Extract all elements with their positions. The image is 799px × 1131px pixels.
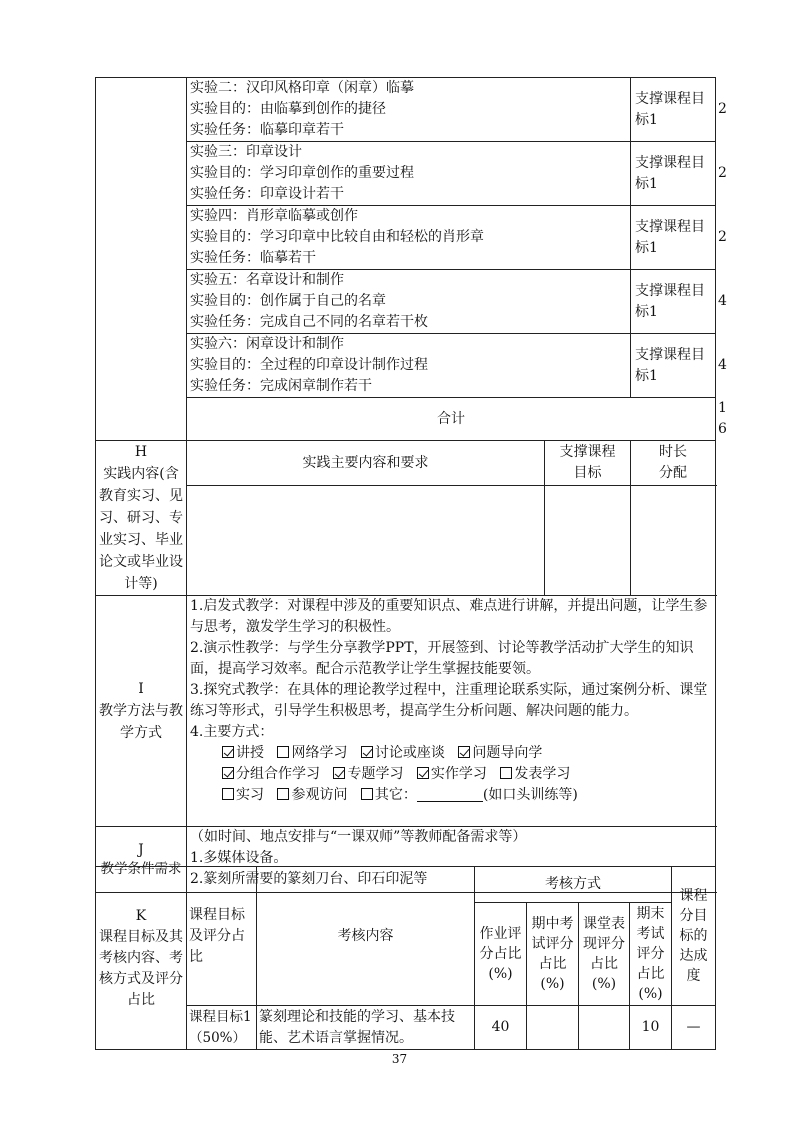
final-ratio-header: 期末考试评分占比(%)	[630, 903, 672, 1006]
experiment-support: 支撑课程目标1	[631, 206, 716, 270]
midterm-value	[527, 1006, 579, 1050]
other-note: (如口头训练等)	[482, 787, 578, 803]
section-j-label: J 教学条件需求	[96, 827, 187, 893]
practice-support-header: 支撑课程 目标	[545, 441, 631, 486]
practice-content-cell	[187, 486, 545, 596]
content-cell: 篆刻理论和技能的学习、基本技能、艺术语言掌握情况。	[257, 1006, 475, 1050]
method-item-2: 2.演示性教学：与学生分享教学PPT，开展签到、讨论等教学活动扩大学生的知识面，提高学习效率。配合示范教学让学生掌握技能要领。	[190, 640, 694, 677]
experiment-purpose: 实验目的：由临摹到创作的捷径	[190, 101, 386, 117]
experiment-purpose: 实验目的：创作属于自己的名章	[190, 293, 386, 309]
experiment-task: 实验任务：临摹若干	[190, 250, 316, 266]
experiment-row: 实验六：闲章设计和制作 实验目的：全过程的印章设计制作过程 实验任务：完成闲章制作若干 支撑课程目标1 4	[96, 334, 716, 398]
total-row: 合计 16	[96, 398, 716, 441]
experiment-task: 实验任务：印章设计若干	[190, 186, 344, 202]
option-label: 发表学习	[514, 766, 571, 782]
homework-ratio-header: 作业评分占比(%)	[475, 903, 527, 1006]
assessment-row	[96, 1006, 716, 1050]
page-number: 37	[391, 1052, 408, 1066]
experiment-purpose: 实验目的：学习印章中比较自由和轻松的肖形章	[190, 229, 484, 245]
experiment-purpose: 实验目的：全过程的印章设计制作过程	[190, 357, 428, 373]
experiment-task: 实验任务：完成自己不同的名章若干枚	[190, 314, 428, 330]
methods-header: 考核方式	[475, 867, 672, 903]
experiment-title: 实验六：闲章设计和制作	[190, 336, 344, 352]
option-label: 实习	[236, 787, 264, 803]
experiment-title: 实验四：肖形章临摹或创作	[190, 208, 358, 224]
checked-checkbox[interactable]	[361, 746, 373, 758]
practice-support-cell	[545, 486, 631, 596]
experiment-title: 实验二：汉印风格印章（闲章）临摹	[190, 80, 414, 96]
goal-cell: 课程目标1（50%）	[187, 1006, 257, 1050]
experiment-row: 实验五：名章设计和制作 实验目的：创作属于自己的名章 实验任务：完成自己不同的名章若干枚 支撑课程目标1 4	[96, 270, 716, 334]
condition-item-1: 1.多媒体设备。	[190, 850, 288, 866]
experiment-purpose: 实验目的：学习印章创作的重要过程	[190, 165, 414, 181]
option-label: 参观访问	[291, 787, 348, 803]
experiment-title: 实验五：名章设计和制作	[190, 272, 344, 288]
method-item-3: 3.探究式教学：在具体的理论教学过程中，注重理论联系实际，通过案例分析、课堂练习等形式，引导学生积极思考，提高学生分析问题、解决问题的能力。	[190, 682, 708, 719]
option-label: 讨论或座谈	[374, 745, 445, 761]
method-item-1: 1.启发式教学：对课程中涉及的重要知识点、难点进行讲解，并提出问题，让学生参与思考，激发学生学习的积极性。	[190, 598, 708, 635]
section-k-label: K 课程目标及其考核内容、考核方式及评分占比	[96, 867, 187, 1050]
condition-item-2: 2.篆刻所需要的篆刻刀台、印石印泥等	[190, 871, 428, 887]
section-h-body	[96, 486, 716, 596]
course-table-top	[95, 77, 727, 893]
class-value	[579, 1006, 630, 1050]
section-i-label: I 教学方法与教学方式	[96, 596, 187, 827]
experiment-support: 支撑课程目标1	[631, 334, 716, 398]
experiment-row: 实验二：汉印风格印章（闲章）临摹 实验目的：由临摹到创作的捷径 实验任务：临摹印章若干 支撑课程目标1 2	[96, 78, 716, 142]
checked-checkbox[interactable]	[222, 746, 234, 758]
assessment-table	[95, 866, 716, 1050]
experiment-support: 支撑课程目标1	[631, 270, 716, 334]
experiment-support: 支撑课程目标1	[631, 142, 716, 206]
experiment-row: 实验三：印章设计 实验目的：学习印章创作的重要过程 实验任务：印章设计若干 支撑课程目标1 2	[96, 142, 716, 206]
option-label: 分组合作学习	[236, 766, 320, 782]
checked-checkbox[interactable]	[458, 746, 470, 758]
final-value: 10	[630, 1006, 672, 1050]
section-h-header	[96, 441, 716, 486]
reach-header: 课程分目标的达成度	[672, 867, 716, 1006]
option-label: 网络学习	[291, 745, 348, 761]
checkbox[interactable]	[361, 788, 373, 800]
section-i	[96, 596, 716, 827]
checked-checkbox[interactable]	[417, 767, 429, 779]
content-header: 考核内容	[257, 867, 475, 1006]
checked-checkbox[interactable]	[333, 767, 345, 779]
method-options	[190, 743, 712, 806]
condition-note: （如时间、地点安排与“一课双师”等教师配备需求等）	[190, 829, 527, 845]
option-label: 问题导向学	[472, 745, 543, 761]
practice-hours-header: 时长 分配	[631, 441, 716, 486]
midterm-ratio-header: 期中考试评分占比(%)	[527, 903, 579, 1006]
checkbox[interactable]	[500, 767, 512, 779]
experiment-title: 实验三：印章设计	[190, 144, 302, 160]
section-h-label: H 实践内容(含教育实习、见习、研习、专业实习、毕业论文或毕业设计等)	[96, 441, 187, 596]
option-label: 其它：	[374, 787, 417, 803]
class-ratio-header: 课堂表现评分占比(%)	[579, 903, 630, 1006]
option-label: 专题学习	[347, 766, 404, 782]
reach-value: —	[672, 1006, 716, 1050]
experiment-task: 实验任务：完成闲章制作若干	[190, 378, 372, 394]
method-item-4: 4.主要方式：	[190, 724, 274, 740]
left-blank-cell	[96, 78, 187, 441]
total-label: 合计	[187, 398, 716, 441]
checkbox[interactable]	[277, 746, 289, 758]
option-label: 讲授	[236, 745, 264, 761]
experiment-task: 实验任务：临摹印章若干	[190, 122, 344, 138]
practice-hours-cell	[631, 486, 716, 596]
other-blank-field[interactable]	[417, 787, 483, 802]
option-label: 实作学习	[430, 766, 487, 782]
experiment-row: 实验四：肖形章临摹或创作 实验目的：学习印章中比较自由和轻松的肖形章 实验任务：临摹若干 支撑课程目标1 2	[96, 206, 716, 270]
homework-value: 40	[475, 1006, 527, 1050]
experiment-support: 支撑课程目标1	[631, 78, 716, 142]
checked-checkbox[interactable]	[222, 767, 234, 779]
practice-content-header: 实践主要内容和要求	[187, 441, 545, 486]
goal-header: 课程目标及评分占比	[187, 867, 257, 1006]
checkbox[interactable]	[277, 788, 289, 800]
checkbox[interactable]	[222, 788, 234, 800]
